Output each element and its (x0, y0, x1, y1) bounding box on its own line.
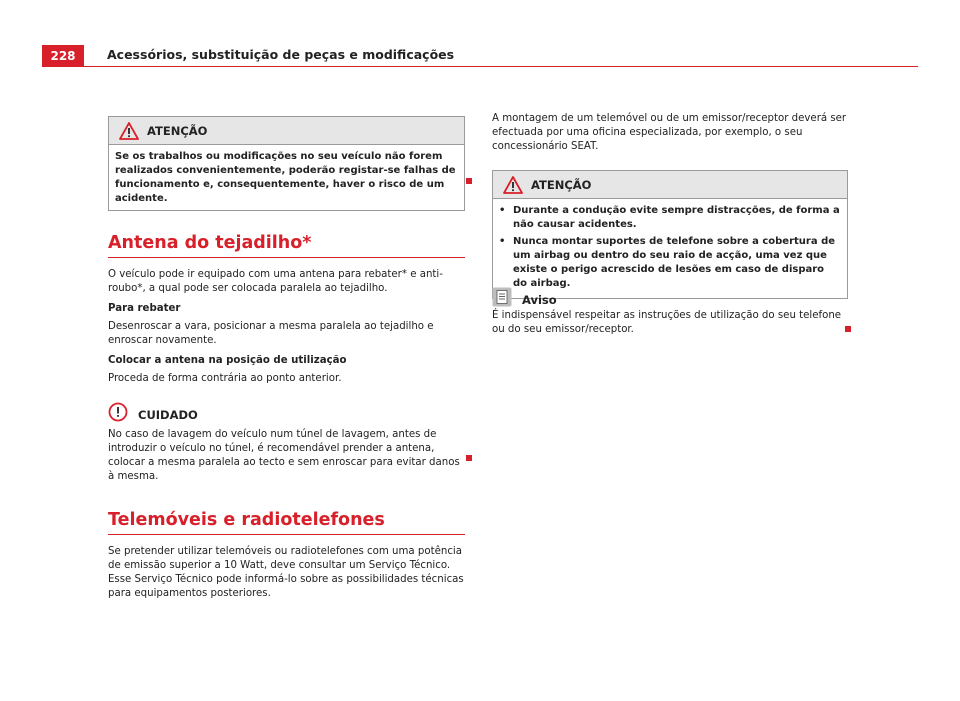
end-marker-icon (466, 455, 472, 461)
warning-bullets (493, 199, 847, 298)
bullet-text: Nunca montar suportes de telefone sobre a cobertura de um airbag ou dentro do seu raio de acção, uma vez que existe o perigo acrescido de lesões em caso de disparo do airbag. (513, 236, 836, 289)
warning-box-header (109, 117, 464, 145)
list-item (499, 235, 841, 291)
page-title: Acessórios, substituição de peças e modificações (107, 47, 455, 62)
antenna-sub1-text: Desenroscar a vara, posicionar a mesma paralela ao tejadilho e enroscar novamente. (108, 321, 434, 346)
right-intro: A montagem de um telemóvel ou de um emissor/receptor deverá ser efectuada por uma oficina especializada, por exemplo, o seu concessionário SEAT. (492, 113, 847, 152)
section-heading-antenna: Antena do tejadilho* (108, 233, 312, 253)
list-item (499, 204, 841, 232)
warning-triangle-icon (119, 122, 139, 140)
antenna-sub2-text: Proceda de forma contrária ao ponto anterior. (108, 373, 342, 384)
notice-text: É indispensável respeitar as instruções de utilização do seu telefone ou do seu emissor/receptor. (492, 310, 842, 335)
caution-title: CUIDADO (138, 408, 198, 422)
notice-header (492, 287, 557, 307)
section-heading-phones: Telemóveis e radiotelefones (108, 510, 385, 530)
bullet-text: Durante a condução evite sempre distracções, de forma a não causar acidentes. (513, 205, 840, 230)
warning-box-header-right (493, 171, 847, 199)
end-marker-icon (845, 326, 851, 332)
antenna-content (108, 268, 465, 386)
caution-circle-icon (108, 402, 128, 422)
end-marker-icon (466, 178, 472, 184)
caution-header (108, 402, 198, 422)
antenna-intro: O veículo pode ir equipado com uma antena para rebater* e anti-roubo*, a qual pode ser colocada paralela ao tejadilho. (108, 269, 443, 294)
antenna-sub2-title: Colocar a antena na posição de utilização (108, 355, 347, 366)
note-icon (492, 287, 512, 307)
bullet-icon: • (499, 205, 506, 216)
warning-text: Se os trabalhos ou modificações no seu veículo não forem realizados convenientemente, poderão registar-se falhas de funcionamento e, consequentemente, haver o risco de um acidente. (115, 151, 456, 204)
notice-title: Aviso (522, 293, 557, 307)
warning-box-right (492, 170, 848, 299)
warning-box-top (108, 116, 465, 211)
phones-text: Se pretender utilizar telemóveis ou radiotelefones com uma potência de emissão superior a 10 Watt, deve consultar um Serviço Técnico. Esse Serviço Técnico pode informá-lo sobre as possibilidades técnicas para equipamentos posteriores. (108, 546, 464, 599)
section-rule-phones (108, 534, 465, 535)
header-divider (42, 66, 918, 67)
page-number: 228 (42, 45, 84, 67)
caution-text: No caso de lavagem do veículo num túnel de lavagem, antes de introduzir o veículo no túnel, é recomendável prender a antena, colocar a mesma paralela ao tecto e sem enroscar para evitar danos à mesma. (108, 429, 460, 482)
warning-triangle-icon (503, 176, 523, 194)
warning-title: ATENÇÃO (147, 123, 208, 138)
section-rule-antenna (108, 257, 465, 258)
antenna-sub1-title: Para rebater (108, 303, 181, 314)
bullet-icon: • (499, 236, 506, 247)
warning-title-right: ATENÇÃO (531, 177, 592, 192)
